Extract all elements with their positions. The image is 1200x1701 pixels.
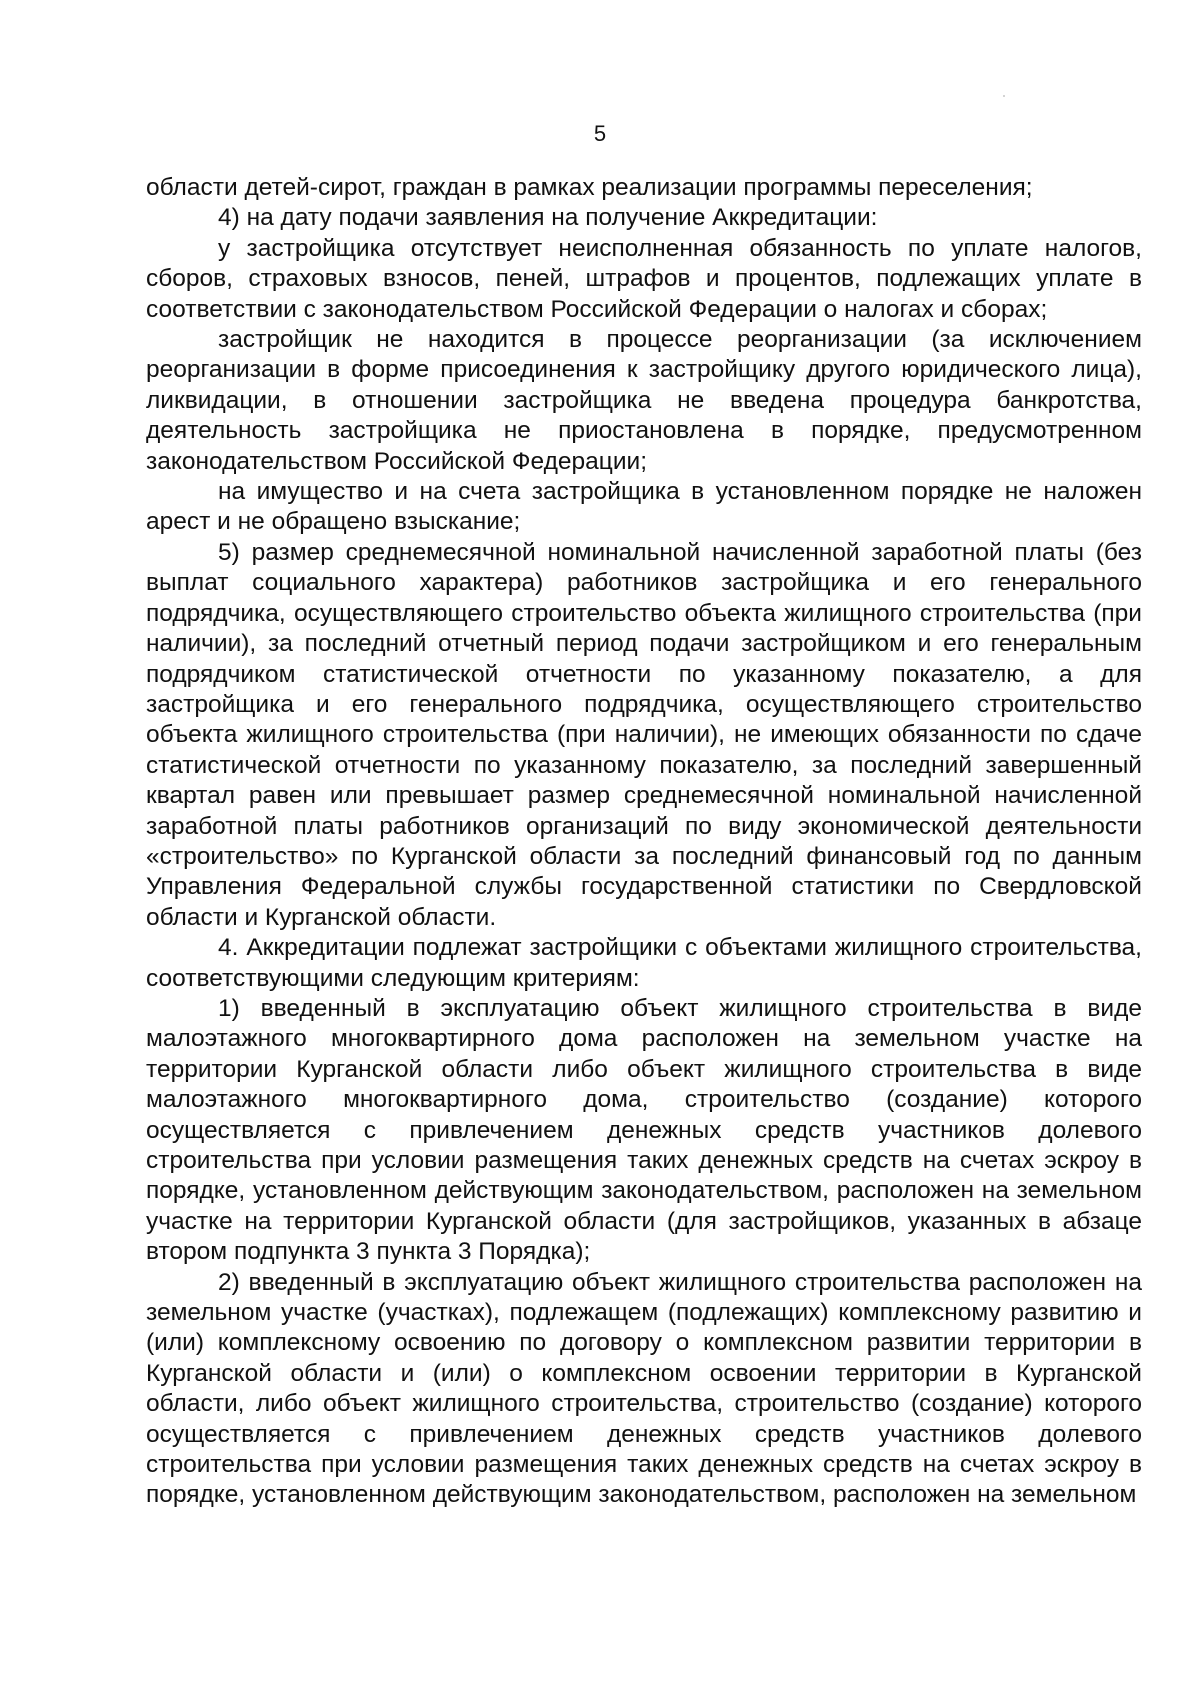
paragraph-reorganization: застройщик не находится в процессе реорганизации (за исключением реорганизации в форме присоединения к застройщику другого юридического лица), ликвидации, в отношении застройщика не введена процедура банкротства, деятельность застройщика не приостановлена в порядке, предусмотренном законодательством Российской Федерации; <box>146 326 1142 475</box>
paragraph-item-4: 4) на дату подачи заявления на получение Аккредитации: <box>218 204 878 232</box>
document-body <box>146 173 1142 1511</box>
paragraph-criterion-1: 1) введенный в эксплуатацию объект жилищного строительства в виде малоэтажного многоквартирного дома расположен на земельном участке на территории Курганской области либо объект жилищного строительства в виде малоэтажного многоквартирного дома, строительство (создание) которого осуществляется с привлечением денежных средств участников долевого строительства при условии размещения таких денежных средств на счетах эскроу в порядке, установленном действующим законодательством, расположен на земельном участке на территории Курганской области (для застройщиков, указанных в абзаце втором подпункта 3 пункта 3 Порядка); <box>146 994 1142 1266</box>
paragraph-arrest: на имущество и на счета застройщика в установленном порядке не наложен арест и не обращено взыскание; <box>146 478 1142 536</box>
paragraph-tax-obligations: у застройщика отсутствует неисполненная обязанность по уплате налогов, сборов, страховых взносов, пеней, штрафов и процентов, подлежащих уплате в соответствии с законодательством Российской Федерации о налогах и сборах; <box>146 234 1142 323</box>
paragraph-section-4: 4. Аккредитации подлежат застройщики с объектами жилищного строительства, соответствующими следующим критериям: <box>146 934 1142 992</box>
scan-speck <box>1003 95 1005 97</box>
paragraph-continuation: области детей-сирот, граждан в рамках реализации программы переселения; <box>146 174 1033 201</box>
paragraph-criterion-2: 2) введенный в эксплуатацию объект жилищного строительства расположен на земельном участке (участках), подлежащем (подлежащих) комплексному развитию и (или) комплексному освоению по договору о комплексном развитии территории в Курганской области и (или) о комплексном освоении территории в Курганской области, либо объект жилищного строительства, строительство (создание) которого осуществляется с привлечением денежных средств участников долевого строительства при условии размещения таких денежных средств на счетах эскроу в порядке, установленном действующим законодательством, расположен на земельном <box>146 1268 1142 1509</box>
paragraph-item-5-salary: 5) размер среднемесячной номинальной начисленной заработной платы (без выплат социального характера) работников застройщика и его генерального подрядчика, осуществляющего строительство объекта жилищного строительства (при наличии), за последний отчетный период подачи застройщиком и его генеральным подрядчиком статистической отчетности по указанному показателю, а для застройщика и его генерального подрядчика, осуществляющего строительство объекта жилищного строительства (при наличии), не имеющих обязанности по сдаче статистической отчетности по указанному показателю, за последний завершенный квартал равен или превышает размер среднемесячной номинальной начисленной заработной платы работников организаций по виду экономической деятельности «строительство» по Курганской области за последний финансовый год по данным Управления Федеральной службы государственной статистики по Свердловской области и Курганской области. <box>146 538 1142 931</box>
page-number: 5 <box>593 121 607 146</box>
